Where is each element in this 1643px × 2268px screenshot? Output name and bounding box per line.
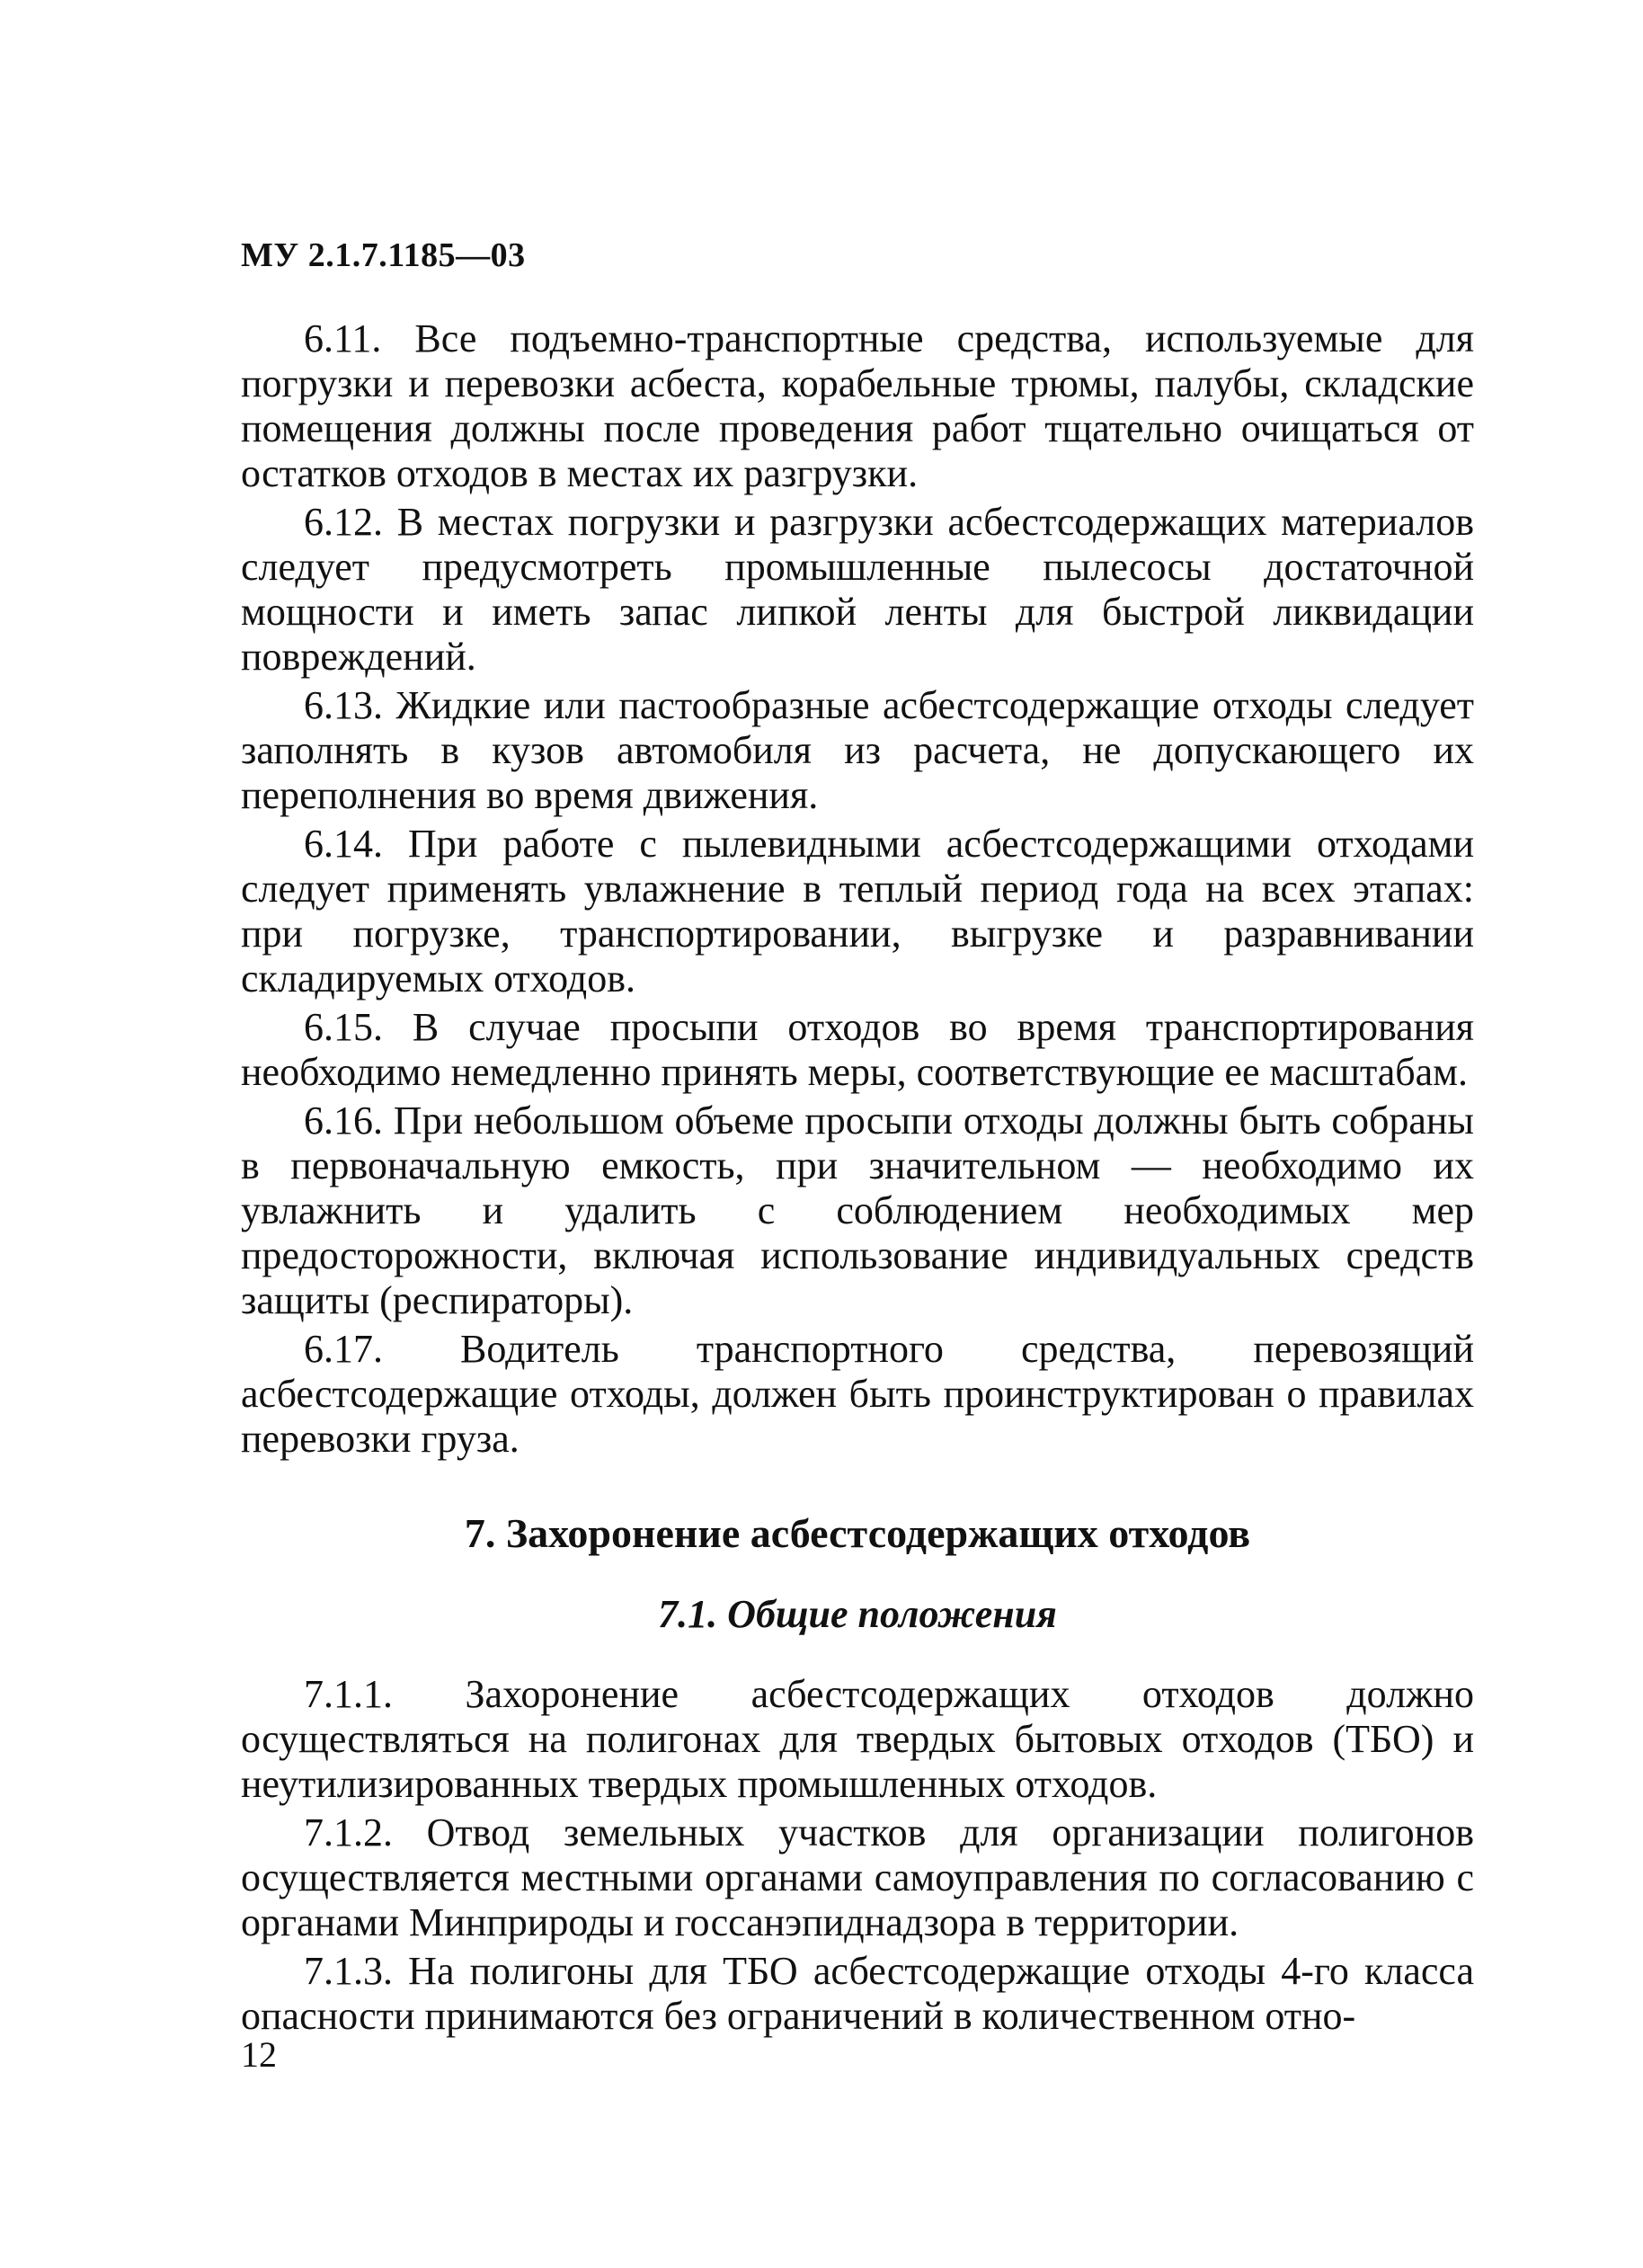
section-heading: 7. Захоронение асбестсодержащих отходов (464, 1510, 1251, 1556)
subsection-heading: 7.1. Общие положения (658, 1592, 1057, 1636)
paragraph-6-16: 6.16. При небольшом объеме просыпи отходы должны быть собраны в первоначальную емкость, при значительном — необходимо их увлажнить и удалить с соблюдением необходимых мер предосторожности, включая использование индивидуальных средств защиты (респираторы). (241, 1098, 1474, 1322)
paragraph-6-13: 6.13. Жидкие или пастообразные асбестсодержащие отходы следует заполнять в кузов автомобиля из расчета, не допускающего их переполнения во время движения. (241, 683, 1474, 817)
paragraph-6-12: 6.12. В местах погрузки и разгрузки асбестсодержащих материалов следует предусмотреть промышленные пылесосы достаточной мощности и иметь запас липкой ленты для быстрой ликвидации повреждений. (241, 500, 1474, 679)
paragraph-7-1-3: 7.1.3. На полигоны для ТБО асбестсодержащие отходы 4-го класса опасности принимаются без ограничений в количественном отно- (241, 1949, 1474, 2038)
paragraph-6-15: 6.15. В случае просыпи отходов во время транспортирования необходимо немедленно принять меры, соответствующие ее масштабам. (241, 1005, 1474, 1094)
paragraph-6-17: 6.17. Водитель транспортного средства, перевозящий асбестсодержащие отходы, должен быть проинструктирован о правилах перевозки груза. (241, 1327, 1474, 1461)
paragraph-7-1-1: 7.1.1. Захоронение асбестсодержащих отходов должно осуществляться на полигонах для твердых бытовых отходов (ТБО) и неутилизированных твердых промышленных отходов. (241, 1672, 1474, 1806)
paragraph-6-11: 6.11. Все подъемно-транспортные средства, используемые для погрузки и перевозки асбеста, корабельные трюмы, палубы, складские помещения должны после проведения работ тщательно очищаться от остатков отходов в местах их разгрузки. (241, 316, 1474, 495)
paragraph-7-1-2: 7.1.2. Отвод земельных участков для организации полигонов осуществляется местными органами самоуправления по согласованию с органами Минприроды и госсанэпиднадзора в территории. (241, 1810, 1474, 1944)
body-text (241, 316, 1474, 2042)
paragraph-6-14: 6.14. При работе с пылевидными асбестсодержащими отходами следует применять увлажнение в теплый период года на всех этапах: при погрузке, транспортировании, выгрузке и разравнивании складируемых отходов. (241, 822, 1474, 1001)
page-number: 12 (241, 2034, 277, 2075)
document-code: МУ 2.1.7.1185—03 (241, 236, 526, 274)
